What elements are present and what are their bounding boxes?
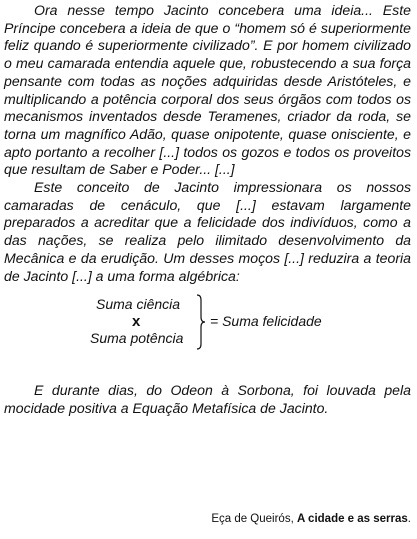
source-title: A cidade e as serras [296,513,408,525]
paragraph-1: Ora nesse tempo Jacinto concebera uma ideia... Este Príncipe concebera a ideia de que o “homem só é superiormente feliz quando é superiormente civilizado”. E por homem civilizado o meu camarada entendia aquele que, robustecendo a sua força pensante com todas as noções adquiridas desde Aristóteles, e multiplicando a potência corporal dos seus órgãos com todos os mecanismos inventados desde Teramenes, criador da roda, se torna um magnífico Adão, quase onipotente, quase onisciente, e apto portanto a recolher [...] todos os gozos e todos os proveitos que resultam de Saber e Poder... [...] [4,2,411,178]
source-citation [211,512,411,526]
source-author: Eça de Queirós, [211,513,294,525]
equation-denominator: Suma potência [90,330,184,347]
right-brace-icon [196,294,206,350]
equation-numerator: Suma ciência [96,296,181,313]
paragraph-2: Este conceito de Jacinto impressionara os nossos camaradas de cenáculo, que [...] estavam largamente preparados a acreditar que a felicidade dos indivíduos, como a das nações, se realiza pelo ilimitado desenvolvimento da Mecânica e da erudição. Um desses moços [...] reduzira a teoria de Jacinto [...] a uma forma algébrica: [4,179,411,284]
paragraph-3: E durante dias, do Odeon à Sorbona, foi louvada pela mocidade positiva a Equação Metafísica de Jacinto. [4,382,411,416]
source-period: . [407,513,411,525]
equation-result: = Suma felicidade [210,313,322,330]
equation-operator: x [132,313,141,331]
equation [4,292,411,366]
document-body [4,2,411,418]
